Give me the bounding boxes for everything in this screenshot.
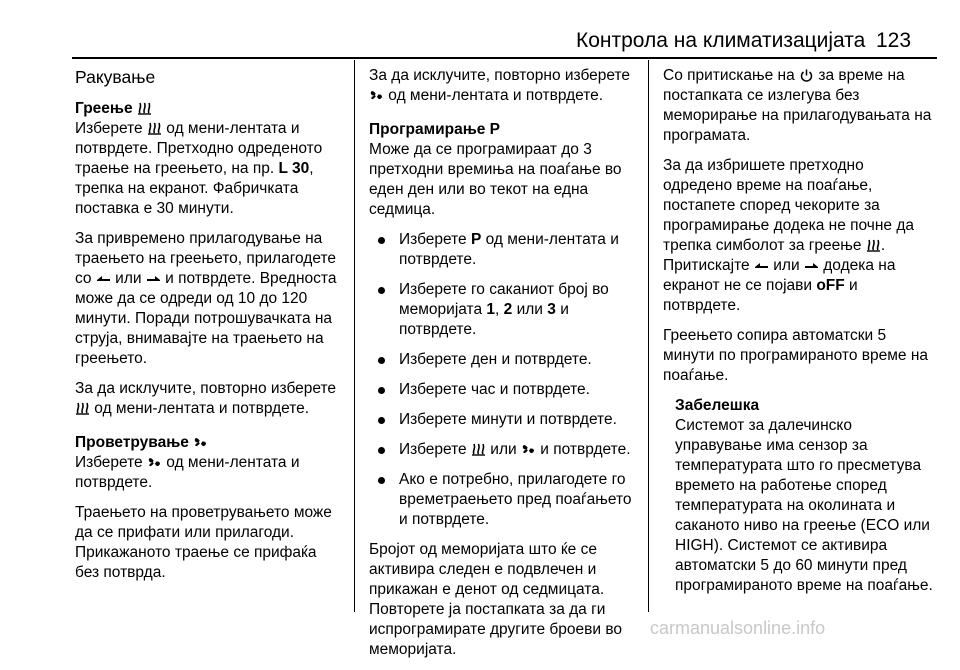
list-item: Изберете час и потврдете. (369, 380, 635, 400)
column-divider-1 (354, 60, 355, 612)
arrow-right-icon (146, 271, 161, 285)
list-item: Изберете го саканиот број во меморијата 1, 2 или 3 и потврдете. (369, 280, 635, 340)
page-header (0, 0, 960, 60)
note-heading: Забелешка (675, 397, 760, 414)
ventilation-paragraph-1: Изберете од мени-лентата и потврдете. (75, 454, 300, 491)
duration-example: L 30 (278, 160, 310, 177)
heating-paragraph-3: За да исклучите, повторно изберете од мени-лентата и потврдете. (75, 380, 337, 417)
programming-heading: Програмирање P (369, 121, 501, 138)
heat-icon (866, 238, 881, 252)
arrow-left-icon (754, 258, 769, 272)
fan-icon (193, 435, 208, 449)
programming-intro: Може да се програмираат до 3 претходни времиња на поаѓање во еден ден или во текот на една седмица. (369, 141, 622, 218)
list-item: Ако е потребно, прилагодете го времетраењето пред поаѓањето и потврдете. (369, 470, 635, 530)
heating-paragraph-2: За привремено прилагодување на траењето на греењето, прилагодете со или и потврдете. Вредноста може да се одреди од 10 до 120 минути. Поради потрошувачката на струја, внимавајте на траењето на греењето. (75, 230, 337, 367)
auto-stop-paragraph: Греењето сопира автоматски 5 минути по програмираното време на поаѓање. (663, 327, 929, 384)
ventilation-paragraph-2: Траењето на проветрувањето може да се прифати или прилагоди. Прикажаното траење се прифаќа без потврда. (75, 504, 332, 581)
delete-paragraph: За да избришете претходно одредено време на поаѓање, постапете според чекорите за програмирање додека не почне да трепка симболот за греење . Притискајте или додека на екранот не се појави oFF и потврдете. (663, 157, 915, 314)
fan-icon (369, 88, 384, 102)
heat-icon (75, 401, 90, 415)
exit-paragraph: Со притискање на за време на постапката се излегува без меморирање на прилагодувањата на програмата. (663, 67, 932, 144)
page-number: 123 (876, 29, 912, 52)
heating-paragraph-1: Изберете од мени-лентата и потврдете. Претходно одреденото траење на греењето, на пр. L 30, трепка на екранот. Фабричката поставка е 30 минути. (75, 120, 323, 217)
fan-icon (147, 455, 162, 469)
list-item: Изберете ден и потврдете. (369, 350, 635, 370)
list-item: Изберете минути и потврдете. (369, 410, 635, 430)
programming-outro: Бројот од меморијата што ќе се активира следен е подвлечен и прикажан е денот од седмицата. Повторете ја постапката за да ги испрограмирате другите броеви во меморијата. (369, 541, 623, 658)
column-3 (663, 66, 935, 606)
list-item: Изберете или и потврдете. (369, 440, 635, 460)
power-icon (799, 68, 814, 82)
note-box (663, 396, 935, 596)
fan-icon (521, 442, 536, 456)
column-2 (369, 66, 635, 670)
heat-icon (137, 101, 152, 115)
arrow-right-icon (804, 258, 819, 272)
note-text: Системот за далечинско управување има сензор за температурата што го пресметува времето на работење според температурата на околината и саканото ниво на греење (ECO или HIGH). Системот се активира автоматски 5 до 60 минути пред програмираното време на поаѓање. (675, 417, 933, 594)
header-rule (72, 57, 937, 59)
heat-icon (471, 442, 486, 456)
programming-steps (369, 230, 635, 530)
vent-off-paragraph: За да исклучите, повторно изберете од мени-лентата и потврдете. (369, 67, 631, 104)
heat-icon (147, 121, 162, 135)
column-1 (75, 60, 341, 593)
watermark: carmanualsonline.info (650, 618, 826, 638)
list-item: Изберете P од мени-лентата и потврдете. (369, 230, 635, 270)
arrow-left-icon (96, 271, 111, 285)
section-title: Ракување (75, 67, 156, 87)
page-title: Контрола на климатизацијата (576, 29, 866, 52)
ventilation-heading: Проветрување (75, 433, 341, 453)
column-divider-2 (648, 60, 649, 612)
heating-heading: Греење (75, 99, 341, 119)
